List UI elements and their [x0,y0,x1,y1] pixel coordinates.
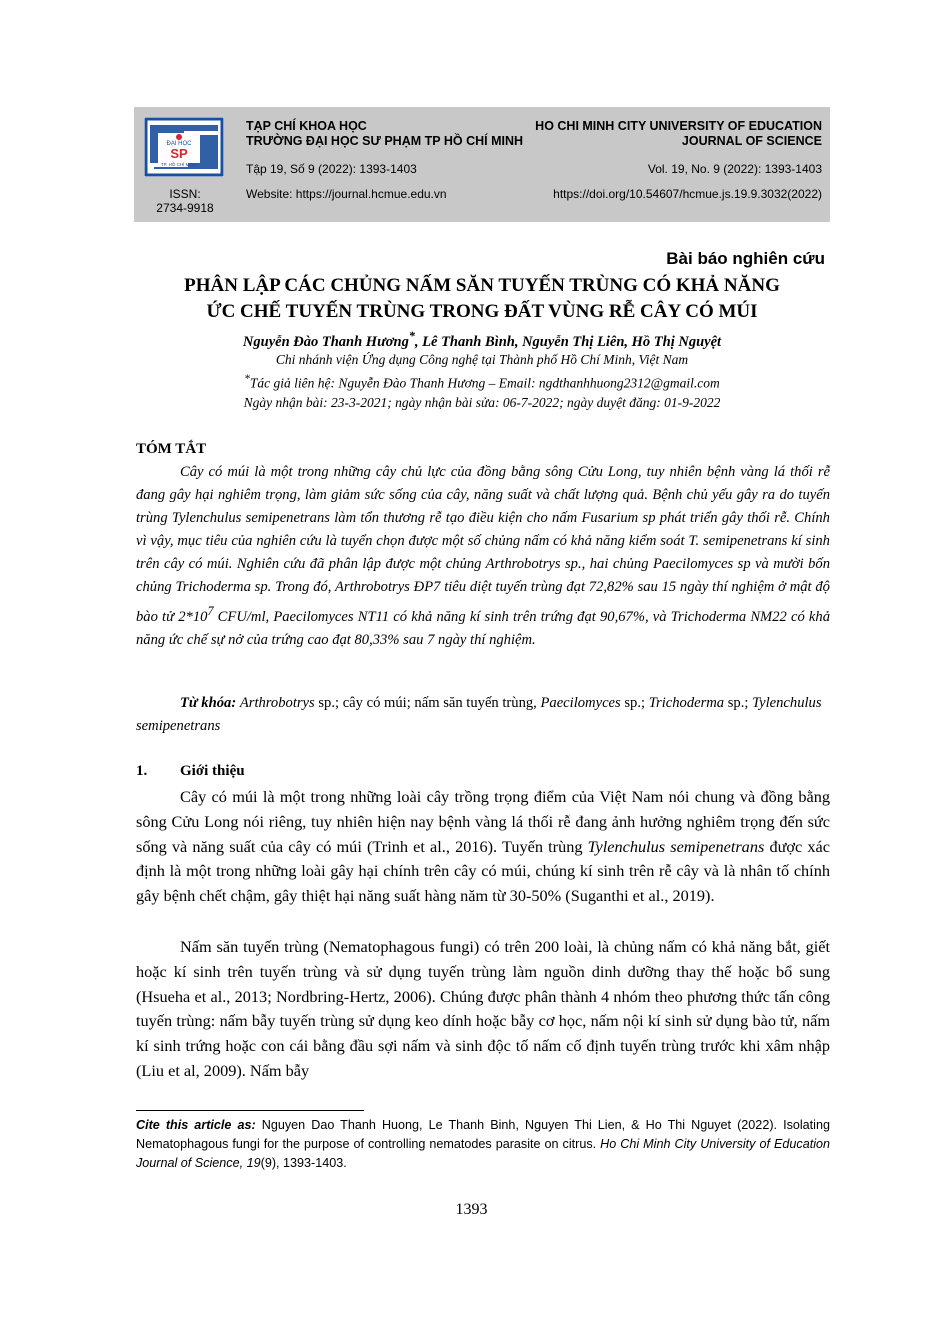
section-number: 1. [136,763,148,779]
species-name: Tylenchulus semipenetrans [587,836,765,856]
abstract-text [136,461,830,652]
citation-text: Nguyen Dao Thanh Huong, Le Thanh Binh, Nguyen Thi Lien, & Ho Thi Nguyet (2022). Isolating Nematophagous fungi for the purpose of controlling nematodes parasite on citrus. [136,1118,830,1151]
university-logo-icon [144,117,224,177]
intro-paragraph-1 [136,785,830,909]
keyword-species: Trichoderma [648,695,725,711]
submission-dates: Ngày nhận bài: 23-3-2021; ngày nhận bài sửa: 06-7-2022; ngày duyệt đăng: 01-9-2022 [243,395,721,410]
species-name: Paecilomyces [273,608,354,625]
species-name: Trichoderma [670,608,747,625]
abstract-s2: làm tổn thương rễ tạo điều kiện cho nấm [329,510,582,527]
species-name: Arthrobotrys [485,556,561,573]
journal-name-vn [246,119,523,149]
keyword-text: sp.; cây có múi; nấm săn tuyến trùng, [314,695,541,711]
citation-note [136,1116,830,1173]
corresponding-mark: * [408,329,415,343]
intro-paragraph-2: Nấm săn tuyến trùng (Nematophagous fungi) có trên 200 loài, là chủng nấm có khả năng bắt, giết hoặc kí sinh trên tuyến trùng và sử dụng tuyến trùng làm nguồn dinh dưỡng thay thế hoặc bổ sung (Hsueha et al., 2013; Nordbring-Hertz, 2006). Chúng được phân thành 4 nhóm theo phương thức tấn công tuyến trùng: nấm bẫy tuyến trùng sử dụng keo dính hoặc bẫy cơ học, nấm nội kí sinh sử dụng bào tử, nấm kí sinh trứng hoặc con cái bằng đầu sợi nấm và sinh độc tố nấm cố định tuyến trùng trước khi xâm nhập (Liu et al, 2009). Nấm bẫy [136,937,830,1080]
svg-text:ĐẠI HỌC: ĐẠI HỌC [166,141,192,147]
abstract-s7: sp. Trong đó, [250,579,335,596]
keywords [136,692,830,738]
species-name: Tylenchulus semipenetrans [171,510,330,527]
keyword-text: sp.; [724,695,753,711]
journal-website[interactable]: Website: https://journal.hcmue.edu.vn [246,187,447,201]
issn [142,187,228,215]
intro-p1-text: được xác định là một trong những loài gây hại chính trên cây có múi, chúng kí sinh trên rễ cây và là nhân tố chính gây bệnh chết chậm, gây thiệt hại năng suất hàng năm từ 30-50% (Suganthi et al., 2019). [136,836,830,906]
abstract-s1: Cây có múi là một trong những cây chủ lực của đồng bằng sông Cửu Long, tuy nhiên bệnh vàng lá thối rễ đang gây hại nghiêm trọng, làm giảm sức sống của cây, năng suất và chất lượng quả. Bệnh chủ yếu gây ra do tuyến trùng [136,464,830,527]
keyword-text: sp.; [620,695,649,711]
keyword-species: Arthrobotrys [239,695,315,711]
svg-text:TP. HỒ CHÍ MINH: TP. HỒ CHÍ MINH [160,162,198,167]
abstract-s4: kí sinh trên cây có múi. Nghiên cứu đã phân lập được một chủng [136,533,830,573]
species-name: Arthrobotrys [334,579,410,596]
citation-label: Cite this article as: [136,1118,256,1132]
contact-mark: * [244,373,250,385]
keyword-species: Paecilomyces [540,695,621,711]
university-logo [144,117,224,177]
contact-info [134,373,830,392]
title-line1: PHÂN LẬP CÁC CHỦNG NẤM SĂN TUYẾN TRÙNG CÓ KHẢ NĂNG [184,275,780,296]
exponent: 7 [207,603,214,618]
footnote-divider [136,1110,364,1111]
keyword-species: Tylenchulus semipenetrans [136,695,822,734]
species-name: Fusarium [581,510,639,527]
journal-vn-line2: TRƯỜNG ĐẠI HỌC SƯ PHẠM TP HỒ CHÍ MINH [246,134,524,148]
issn-number: 2734-9918 [156,201,214,215]
author-others: , Lê Thanh Bình, Nguyễn Thị Liên, Hồ Thị Nguyệt [414,333,722,350]
author-corresponding: Nguyễn Đào Thanh Hương [242,333,409,350]
keywords-label: Từ khóa: [180,695,237,711]
svg-text:SP: SP [170,146,188,161]
title-line2: ỨC CHẾ TUYẾN TRÙNG TRONG ĐẤT VÙNG RỄ CÂY CÓ MÚI [206,301,758,322]
section-title: Giới thiệu [180,763,245,779]
species-name: Paecilomyces [652,556,734,573]
article-type: Bài báo nghiên cứu [666,249,825,268]
affiliation: Chi nhánh viện Ứng dụng Công nghệ tại Thành phố Hồ Chí Minh, Việt Nam [275,352,689,367]
abstract-heading: TÓM TẮT [136,441,207,457]
article-title [134,273,830,325]
author-list [134,329,830,351]
journal-name-en [535,119,822,149]
abstract-s5: sp., hai chủng [560,556,653,573]
abstract-s3: sp phát triển gây thối rễ. Chính vì vậy, mục tiêu của nghiên cứu là tuyển chọn được một số chủng nấm có khả năng kiểm soát [136,510,830,550]
abstract-s9: CFU/ml, [213,608,274,625]
section-heading-introduction [136,763,245,780]
journal-header [134,107,830,222]
intro-p1-text: Cây có múi là một trong những loài cây trồng trọng điểm của Việt Nam nói chung và đồng bằng sông Cửu Long nói riêng, tuy nhiên hiện nay bệnh vàng lá thối rễ đang ảnh hưởng nghiêm trọng đến sức sống và năng suất của cây có múi (Trinh et al., 2016). Tuyến trùng [136,787,830,856]
species-name: T. semipenetrans [688,533,788,550]
abstract-s10: NT11 có khả năng kí sinh trên trứng đạt 90,67%, và [353,608,671,625]
abstract-s6: sp và mười bốn chủng [136,556,830,596]
contact-text: Tác giả liên hệ: Nguyễn Đào Thanh Hương – Email: ngdthanhhuong2312@gmail.com [249,375,720,391]
citation-journal: Ho Chi Minh City University of Education Journal of Science, 19 [136,1137,831,1170]
journal-en-line2: JOURNAL OF SCIENCE [681,134,822,148]
citation-text: (9), 1393-1403. [260,1156,347,1170]
volume-vn: Tập 19, Số 9 (2022): 1393-1403 [246,162,417,176]
issn-label: ISSN: [169,187,201,201]
volume-en: Vol. 19, No. 9 (2022): 1393-1403 [647,162,822,176]
abstract-s8: ĐP7 tiêu diệt tuyến trùng đạt 72,82% sau 15 ngày thí nghiệm ở mật độ bào tử 2*10 [136,579,830,625]
journal-en-line1: HO CHI MINH CITY UNIVERSITY OF EDUCATION [535,119,822,133]
journal-vn-line1: TẠP CHÍ KHOA HỌC [246,119,367,133]
page-number: 1393 [455,1201,488,1218]
abstract-s11: NM22 có khả năng ức chế sự nở của trứng cao đạt 80,33% sau 7 ngày thí nghiệm. [136,608,830,648]
species-name: Trichoderma [175,579,251,596]
doi-link[interactable]: https://doi.org/10.54607/hcmue.js.19.9.3032(2022) [553,187,822,201]
